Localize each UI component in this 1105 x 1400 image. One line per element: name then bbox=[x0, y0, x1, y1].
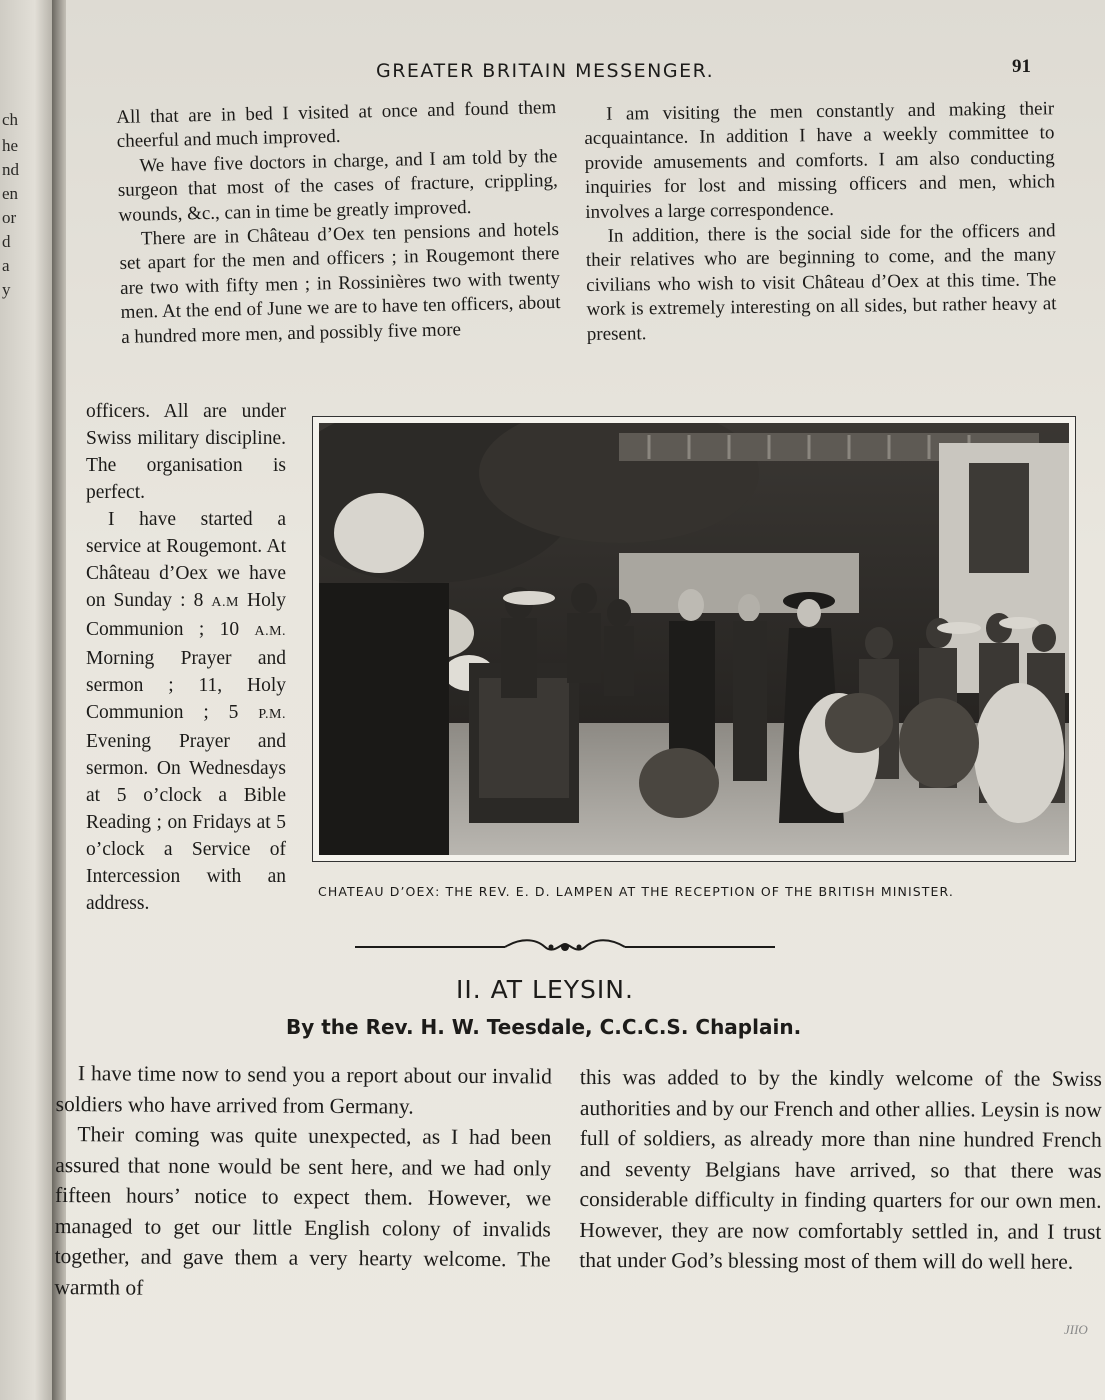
narrow-column bbox=[86, 398, 286, 917]
facing-page-fragment: or bbox=[2, 208, 17, 227]
ornamental-divider bbox=[355, 934, 775, 960]
page-stamp: JIIO bbox=[1064, 1322, 1088, 1337]
facing-page-fragment: d bbox=[2, 232, 11, 251]
facing-page-fragment: en bbox=[2, 184, 19, 203]
top-left-column bbox=[116, 96, 561, 350]
paragraph: I have time now to send you a report about our invalid soldiers who have arrived from Germany. bbox=[55, 1061, 552, 1118]
bottom-right-column bbox=[579, 1062, 1102, 1277]
top-right-column bbox=[584, 97, 1057, 347]
facing-page-fragment: ch bbox=[2, 110, 19, 129]
service-text: Evening Prayer and sermon. On Wednesdays at 5 o’clock a Bible Reading ; on Fridays at 5 o’clock a Service of Intercession with an address. bbox=[86, 731, 286, 914]
bottom-left-column bbox=[54, 1058, 552, 1305]
section-heading: II. AT LEYSIN. bbox=[456, 975, 634, 1004]
facing-page-fragment: a bbox=[2, 256, 10, 275]
byline: By the Rev. H. W. Teesdale, C.C.C.S. Chaplain. bbox=[286, 1015, 802, 1039]
photo-caption: CHATEAU D’OEX: THE REV. E. D. LAMPEN AT THE RECEPTION OF THE BRITISH MINISTER. bbox=[318, 884, 954, 899]
service-text: Holy Communion ; 10 bbox=[86, 590, 287, 640]
facing-page-fragment: he bbox=[2, 136, 19, 155]
time-abbrev: P.M. bbox=[258, 707, 286, 722]
facing-page-fragment: nd bbox=[2, 160, 19, 179]
paragraph: In addition, there is the social side for the officers and their relatives who are beginning to come, and the many civilians who wish to visit Château d’Oex at this time. The work is extremely interesting on all sides, but rather heavy at present. bbox=[585, 220, 1057, 345]
service-text: Morning Prayer and sermon ; 11, Holy Communion ; 5 bbox=[86, 648, 286, 723]
paragraph: Their coming was quite unexpected, as I had been assured that none would be sent here, and we had only fifteen hours’ notice to expect them. However, we managed to get our little English colony of invalids together, and gave them a very hearty welcome. The warmth of bbox=[54, 1122, 552, 1300]
reception-photograph bbox=[312, 416, 1076, 862]
page-number: 91 bbox=[1012, 56, 1031, 77]
photo-image bbox=[319, 423, 1069, 855]
service-paragraph bbox=[86, 506, 286, 917]
running-header: GREATER BRITAIN MESSENGER. bbox=[376, 60, 715, 82]
paragraph: officers. All are under Swiss military discipline. The organisation is perfect. bbox=[86, 401, 286, 503]
time-abbrev: A.M bbox=[211, 595, 239, 610]
paragraph: There are in Château d’Oex ten pensions and hotels set apart for the men and officers ; in Rougemont there are two with fifty men ; in Rossinières two with twenty men. At the end of June we are to have ten officers, about a hundred more men, and possibly five more bbox=[119, 219, 561, 348]
time-abbrev: A.M. bbox=[254, 624, 287, 639]
paragraph: this was added to by the kindly welcome of the Swiss authorities and by our French and other allies. Leysin is now full of soldiers, as already more than nine hundred French and seventy Belgians have arrived, so that there was considerable difficulty in finding quarters for our own men. However, they are now comfortably settled in, and I trust that under God’s blessing most of them will do well here. bbox=[579, 1065, 1102, 1274]
paragraph: We have five doctors in charge, and I am told by the surgeon that most of the cases of fracture, crippling, wounds, &c., can in time be greatly improved. bbox=[117, 145, 559, 226]
facing-page-fragment: y bbox=[2, 280, 11, 299]
service-text: I have started a service at Rougemont. At Château d’Oex we have on Sunday : 8 bbox=[86, 509, 286, 611]
paragraph: I am visiting the men constantly and making their acquaintance. In addition I have a weekly committee to provide amusements and comforts. I am also conducting inquiries for lost and missing officers and men, which involves a large correspondence. bbox=[584, 98, 1056, 223]
paragraph: All that are in bed I visited at once and found them cheerful and much improved. bbox=[116, 97, 557, 153]
